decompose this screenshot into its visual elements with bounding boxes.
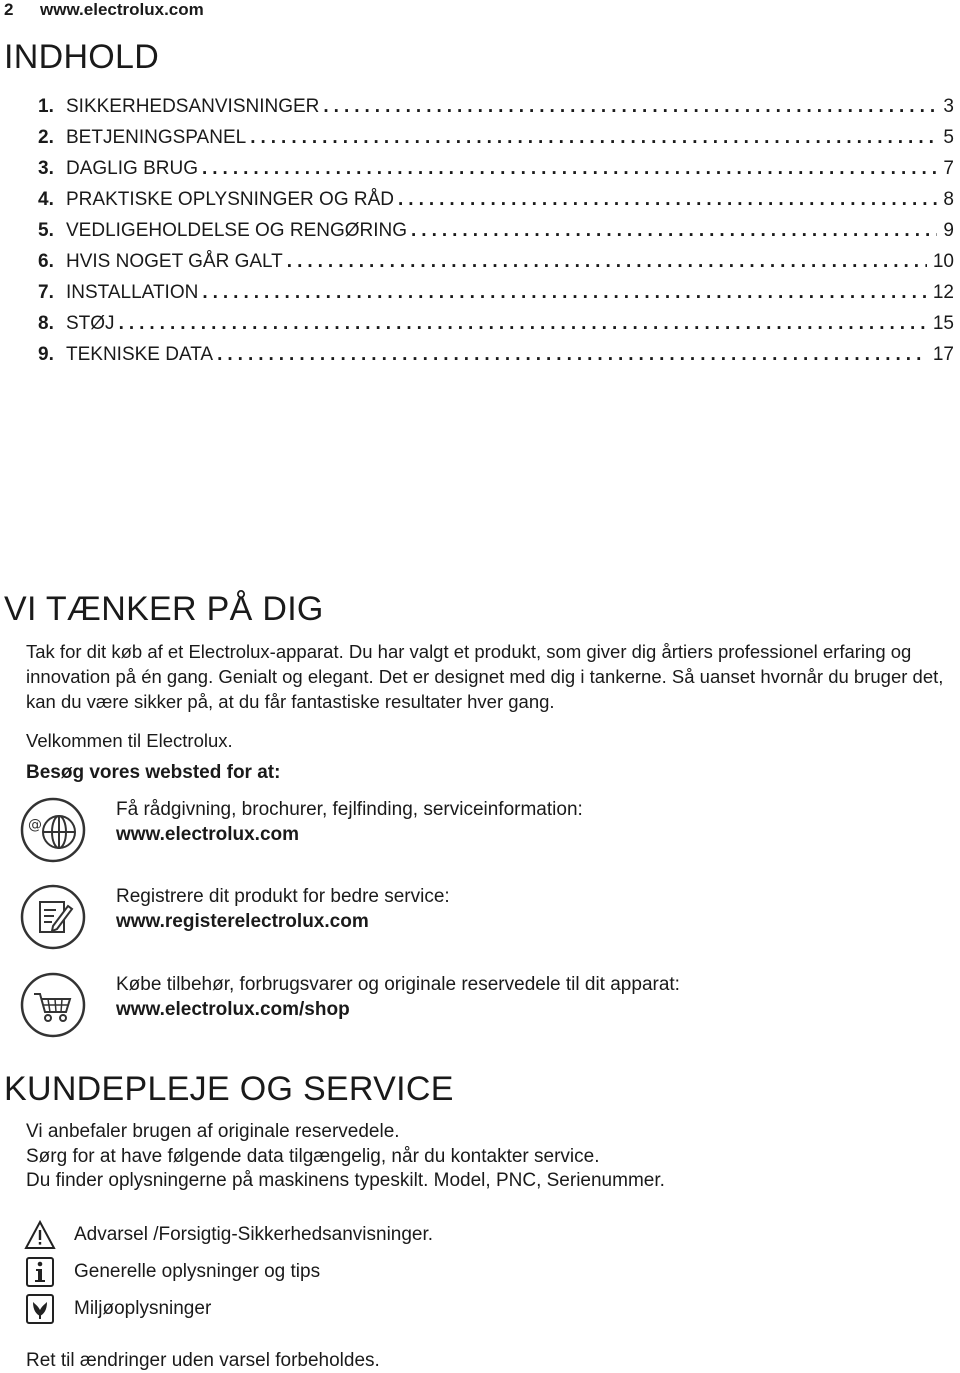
toc-item[interactable] bbox=[38, 158, 954, 189]
toc-item-title: HVIS NOGET GÅR GALT bbox=[66, 251, 283, 272]
toc-item-number: 6. bbox=[38, 251, 54, 272]
toc-item-number: 1. bbox=[38, 96, 54, 117]
link-description: Købe tilbehør, forbrugsvarer og originale reservedele til dit apparat: bbox=[116, 974, 680, 995]
service-line-2: Sørg for at have følgende data tilgængelig, når du kontakter service. bbox=[26, 1146, 600, 1167]
toc-item-page: 17 bbox=[932, 344, 954, 365]
svg-text:@: @ bbox=[28, 817, 42, 833]
toc-dot-leader bbox=[398, 189, 937, 211]
toc-item-number: 5. bbox=[38, 220, 54, 241]
link-row-register bbox=[20, 884, 940, 954]
toc-item-title: VEDLIGEHOLDELSE OG RENGØRING bbox=[66, 220, 408, 241]
toc-item[interactable] bbox=[38, 127, 954, 158]
toc-item[interactable] bbox=[38, 344, 954, 375]
service-title: KUNDEPLEJE OG SERVICE bbox=[4, 1070, 454, 1108]
register-pencil-icon bbox=[20, 884, 86, 950]
toc-item-title: SIKKERHEDSANVISNINGER bbox=[66, 96, 320, 117]
footer-disclaimer: Ret til ændringer uden varsel forbeholdes. bbox=[26, 1350, 380, 1371]
toc-item-title: PRAKTISKE OPLYSNINGER OG RÅD bbox=[66, 189, 395, 210]
toc-item-page: 9 bbox=[943, 220, 954, 241]
link-url[interactable]: www.electrolux.com bbox=[116, 824, 300, 845]
toc-item-page: 5 bbox=[943, 127, 954, 148]
intro-paragraph: Tak for dit køb af et Electrolux-apparat. Du har valgt et produkt, som giver dig årtiers professionel erfaring og innovation på én gang. Genialt og elegant. Det er designet med dig i tankerne. Så uanset hvornår du bruger det, kan du være sikker på, at du får fantastiske resultater hver gang. bbox=[26, 641, 944, 712]
shopping-cart-icon bbox=[20, 972, 86, 1038]
toc-dot-leader bbox=[202, 158, 937, 180]
toc-dot-leader bbox=[411, 220, 937, 242]
toc-item[interactable] bbox=[38, 220, 954, 251]
visit-heading: Besøg vores websted for at: bbox=[26, 762, 281, 783]
toc-item-number: 4. bbox=[38, 189, 54, 210]
toc-dot-leader bbox=[287, 251, 927, 273]
note-environment-text: Miljøoplysninger bbox=[74, 1298, 212, 1319]
toc-item[interactable] bbox=[38, 313, 954, 344]
link-description: Registrere dit produkt for bedre service: bbox=[116, 886, 450, 907]
toc-item-page: 15 bbox=[932, 313, 954, 334]
page-number: 2 bbox=[4, 0, 14, 19]
note-info-text: Generelle oplysninger og tips bbox=[74, 1261, 321, 1282]
toc-item-number: 7. bbox=[38, 282, 54, 303]
toc-item-title: STØJ bbox=[66, 313, 115, 334]
toc-item-title: TEKNISKE DATA bbox=[66, 344, 214, 365]
toc-item-title: INSTALLATION bbox=[66, 282, 199, 303]
toc-title: INDHOLD bbox=[4, 38, 160, 76]
toc-item-number: 2. bbox=[38, 127, 54, 148]
toc-item-title: DAGLIG BRUG bbox=[66, 158, 198, 179]
toc-dot-leader bbox=[119, 313, 927, 335]
toc-item-page: 10 bbox=[932, 251, 954, 272]
toc-item[interactable] bbox=[38, 282, 954, 313]
warning-triangle-icon bbox=[24, 1220, 56, 1250]
link-url[interactable]: www.electrolux.com/shop bbox=[116, 999, 350, 1020]
link-row-shop bbox=[20, 972, 940, 1042]
toc-item[interactable] bbox=[38, 189, 954, 220]
intro-title: VI TÆNKER PÅ DIG bbox=[4, 590, 324, 628]
toc-item[interactable] bbox=[38, 251, 954, 282]
header-website[interactable]: www.electrolux.com bbox=[40, 0, 204, 19]
link-row-support bbox=[20, 797, 940, 867]
service-line-1: Vi anbefaler brugen af originale reservedele. bbox=[26, 1121, 400, 1142]
toc-dot-leader bbox=[323, 96, 937, 118]
note-warning-text: Advarsel /Forsigtig-Sikkerhedsanvisninger. bbox=[74, 1224, 434, 1245]
toc-item-page: 7 bbox=[943, 158, 954, 179]
info-icon bbox=[24, 1257, 56, 1287]
welcome-text: Velkommen til Electrolux. bbox=[26, 730, 233, 751]
globe-at-icon bbox=[20, 797, 86, 863]
service-line-3: Du finder oplysningerne på maskinens typeskilt. Model, PNC, Serienummer. bbox=[26, 1170, 665, 1191]
toc-item-number: 8. bbox=[38, 313, 54, 334]
environment-leaf-icon bbox=[24, 1294, 56, 1324]
toc-item-page: 8 bbox=[943, 189, 954, 210]
toc-item-page: 12 bbox=[932, 282, 954, 303]
link-description: Få rådgivning, brochurer, fejlfinding, serviceinformation: bbox=[116, 799, 583, 820]
toc-dot-leader bbox=[217, 344, 927, 366]
toc-dot-leader bbox=[250, 127, 937, 149]
toc-item-title: BETJENINGSPANEL bbox=[66, 127, 247, 148]
toc-item-number: 9. bbox=[38, 344, 54, 365]
toc-item[interactable] bbox=[38, 96, 954, 127]
toc-dot-leader bbox=[202, 282, 927, 304]
link-url[interactable]: www.registerelectrolux.com bbox=[116, 911, 369, 932]
toc-item-page: 3 bbox=[943, 96, 954, 117]
toc-item-number: 3. bbox=[38, 158, 54, 179]
table-of-contents bbox=[38, 96, 954, 375]
